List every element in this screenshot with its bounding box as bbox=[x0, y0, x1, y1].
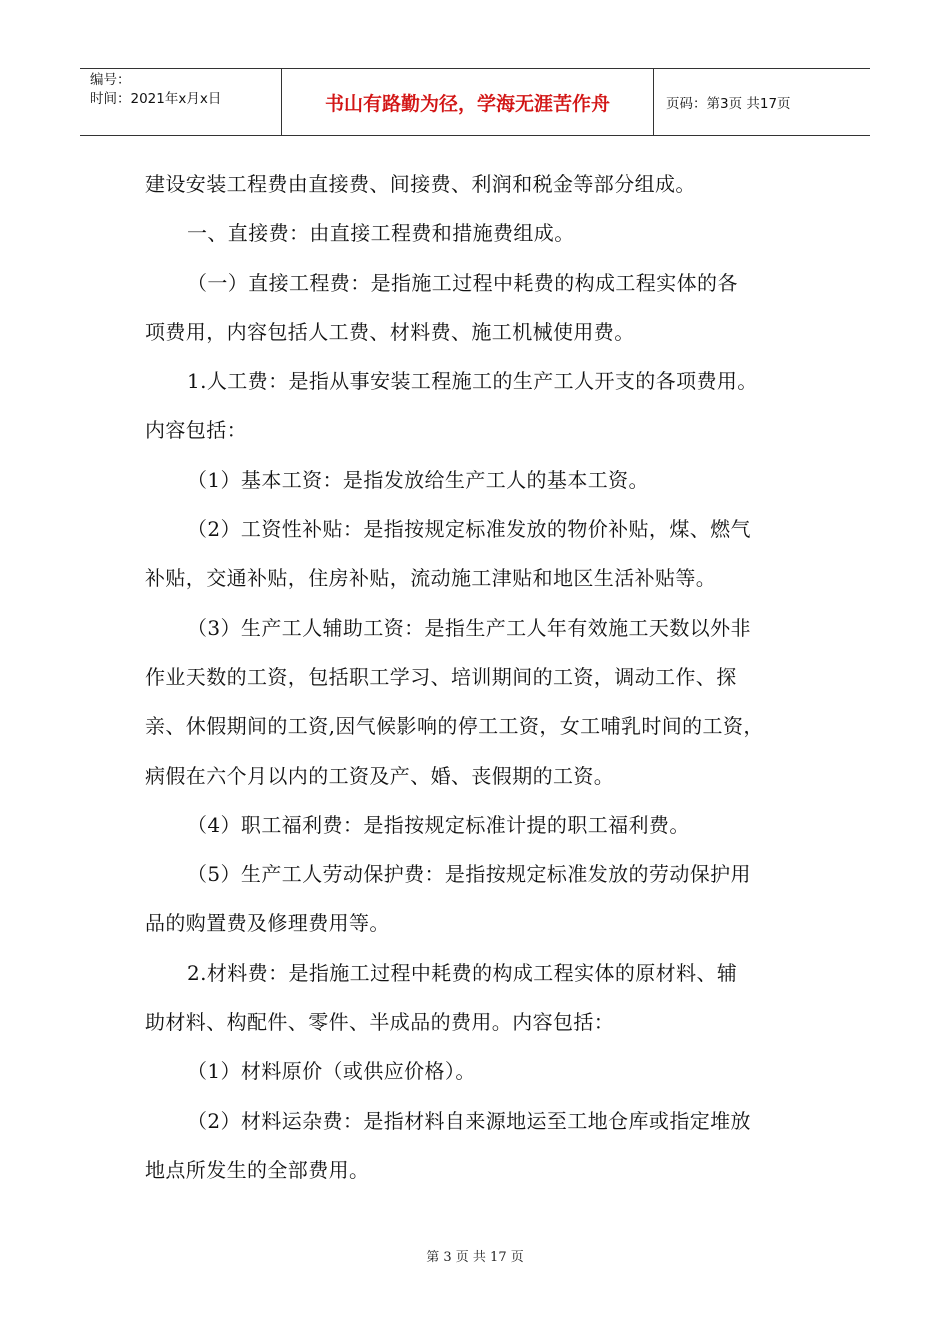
paragraph-line: 病假在六个月以内的工资及产、婚、丧假期的工资。 bbox=[145, 763, 615, 788]
paragraph-line: （2）工资性补贴：是指按规定标准发放的物价补贴，煤、燃气 bbox=[187, 517, 751, 542]
paragraph-line: （4）职工福利费：是指按规定标准计提的职工福利费。 bbox=[187, 812, 690, 837]
paragraph-line: （5）生产工人劳动保护费：是指按规定标准发放的劳动保护用 bbox=[187, 862, 751, 887]
paragraph-line: 项费用，内容包括人工费、材料费、施工机械使用费。 bbox=[145, 319, 635, 344]
paragraph-line: 补贴，交通补贴，住房补贴，流动施工津贴和地区生活补贴等。 bbox=[145, 566, 717, 591]
header-motto: 书山有路勤为径，学海无涯苦作舟 bbox=[282, 69, 654, 135]
paragraph-line: 2.材料费：是指施工过程中耗费的构成工程实体的原材料、辅 bbox=[187, 960, 738, 985]
paragraph-line: 1.人工费：是指从事安装工程施工的生产工人开支的各项费用。 bbox=[187, 369, 758, 394]
paragraph-line: （一）直接工程费：是指施工过程中耗费的构成工程实体的各 bbox=[187, 270, 738, 295]
header-page-info: 页码：第3页 共17页 bbox=[666, 96, 791, 112]
paragraph-line: 一、直接费：由直接工程费和措施费组成。 bbox=[187, 221, 575, 246]
page-footer: 第 3 页 共 17 页 bbox=[426, 1250, 524, 1265]
paragraph-line: 助材料、构配件、零件、半成品的费用。内容包括： bbox=[145, 1010, 615, 1035]
paragraph-line: 建设安装工程费由直接费、间接费、利润和税金等部分组成。 bbox=[145, 172, 696, 196]
document-body bbox=[145, 160, 810, 1195]
paragraph-line: 作业天数的工资，包括职工学习、培训期间的工资，调动工作、探 bbox=[145, 664, 737, 689]
paragraph-line: （1）材料原价（或供应价格）。 bbox=[187, 1059, 476, 1084]
paragraph-line: （2）材料运杂费：是指材料自来源地运至工地仓库或指定堆放 bbox=[187, 1108, 751, 1133]
paragraph-line: 内容包括： bbox=[145, 418, 247, 443]
paragraph-line: （3）生产工人辅助工资：是指生产工人年有效施工天数以外非 bbox=[187, 615, 751, 640]
paragraph-line: 地点所发生的全部费用。 bbox=[145, 1157, 370, 1182]
paragraph-line: （1）基本工资：是指发放给生产工人的基本工资。 bbox=[187, 467, 649, 492]
number-label: 编号： bbox=[90, 72, 131, 88]
time-label: 时间：2021年x月x日 bbox=[90, 91, 222, 107]
paragraph-line: 品的购置费及修理费用等。 bbox=[145, 911, 390, 936]
page-header bbox=[80, 68, 870, 136]
header-meta bbox=[80, 69, 282, 135]
paragraph-line: 亲、休假期间的工资,因气候影响的停工工资，女工哺乳时间的工资， bbox=[145, 714, 764, 739]
